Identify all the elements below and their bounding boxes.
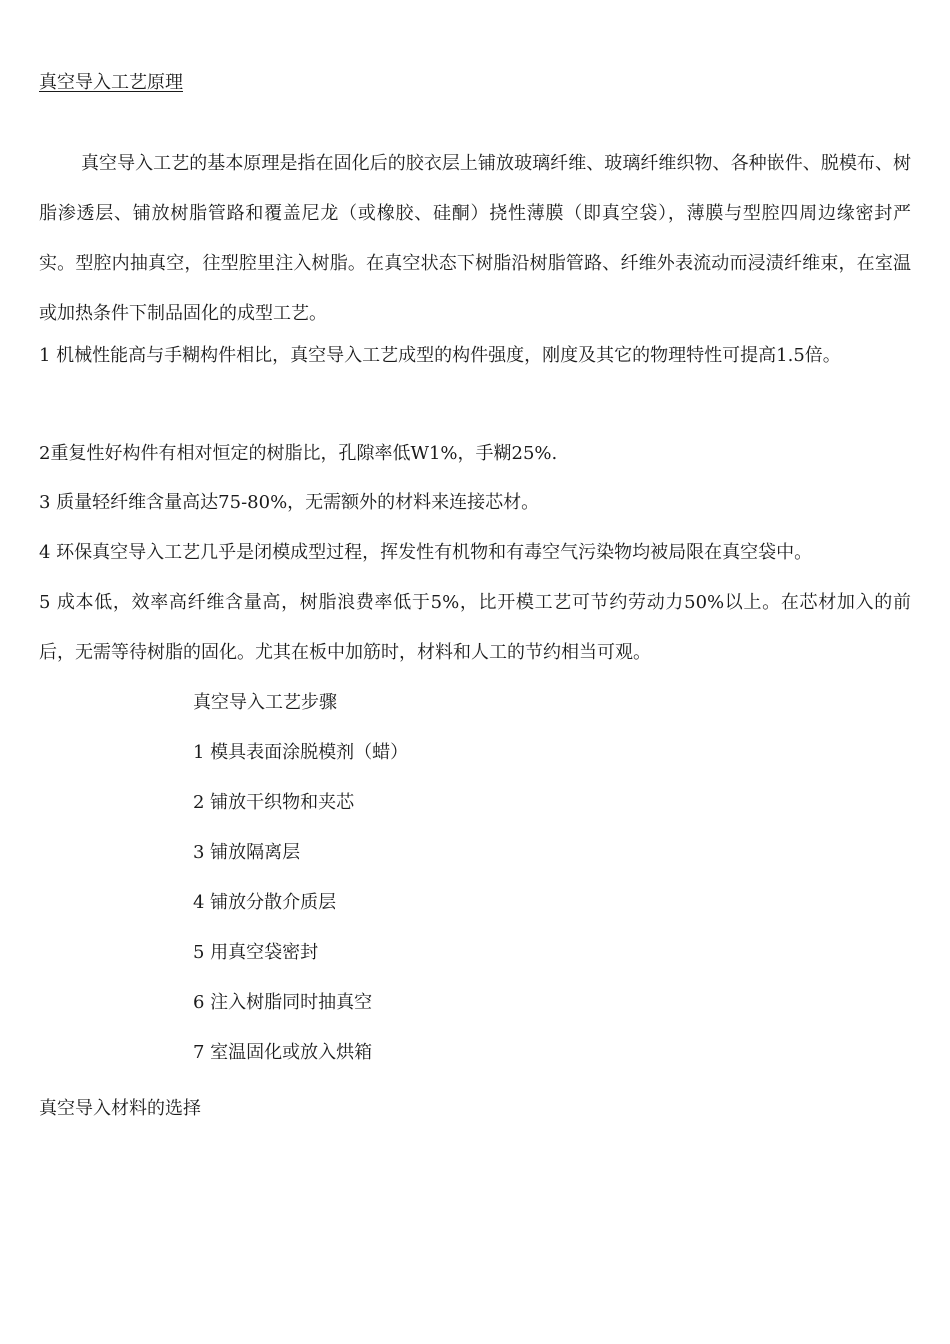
advantage-item: 1 机械性能高与手糊构件相比，真空导入工艺成型的构件强度，刚度及其它的物理特性可提高1.5倍。 xyxy=(39,345,841,366)
advantage-item: 3 质量轻纤维含量高达75-80%，无需额外的材料来连接芯材。 xyxy=(39,492,540,513)
step-item: 1 模具表面涂脱模剂（蜡） xyxy=(193,742,409,763)
document-title: 真空导入工艺原理 xyxy=(39,72,183,93)
step-item: 2 铺放干织物和夹芯 xyxy=(193,792,355,813)
intro-paragraph: 真空导入工艺的基本原理是指在固化后的胶衣层上铺放玻璃纤维、玻璃纤维织物、各种嵌件、脱模布、树脂渗透层、铺放树脂管路和覆盖尼龙（或橡胶、硅酮）挠性薄膜（即真空袋），薄膜与型腔四周边缘密封严实。型腔内抽真空，往型腔里注入树脂。在真空状态下树脂沿树脂管路、纤维外表流动而浸渍纤维束，在室温或加热条件下制品固化的成型工艺。 xyxy=(39,153,911,324)
steps-list xyxy=(193,678,408,1078)
advantage-item: 5 成本低，效率高纤维含量高，树脂浪费率低于5%，比开模工艺可节约劳动力50%以上。在芯材加入的前后，无需等待树脂的固化。尤其在板中加筋时，材料和人工的节约相当可观。 xyxy=(39,592,911,663)
step-item: 7 室温固化或放入烘箱 xyxy=(193,1042,373,1063)
step-item: 3 铺放隔离层 xyxy=(193,842,301,863)
section-heading-materials: 真空导入材料的选择 xyxy=(39,1098,201,1119)
advantage-item: 4 环保真空导入工艺几乎是闭模成型过程，挥发性有机物和有毒空气污染物均被局限在真空袋中。 xyxy=(39,542,813,563)
advantage-item: 2重复性好构件有相对恒定的树脂比，孔隙率低W1%，手糊25%. xyxy=(39,443,558,464)
step-item: 5 用真空袋密封 xyxy=(193,942,319,963)
step-item: 4 铺放分散介质层 xyxy=(193,892,337,913)
steps-heading: 真空导入工艺步骤 xyxy=(193,692,337,713)
step-item: 6 注入树脂同时抽真空 xyxy=(193,992,373,1013)
